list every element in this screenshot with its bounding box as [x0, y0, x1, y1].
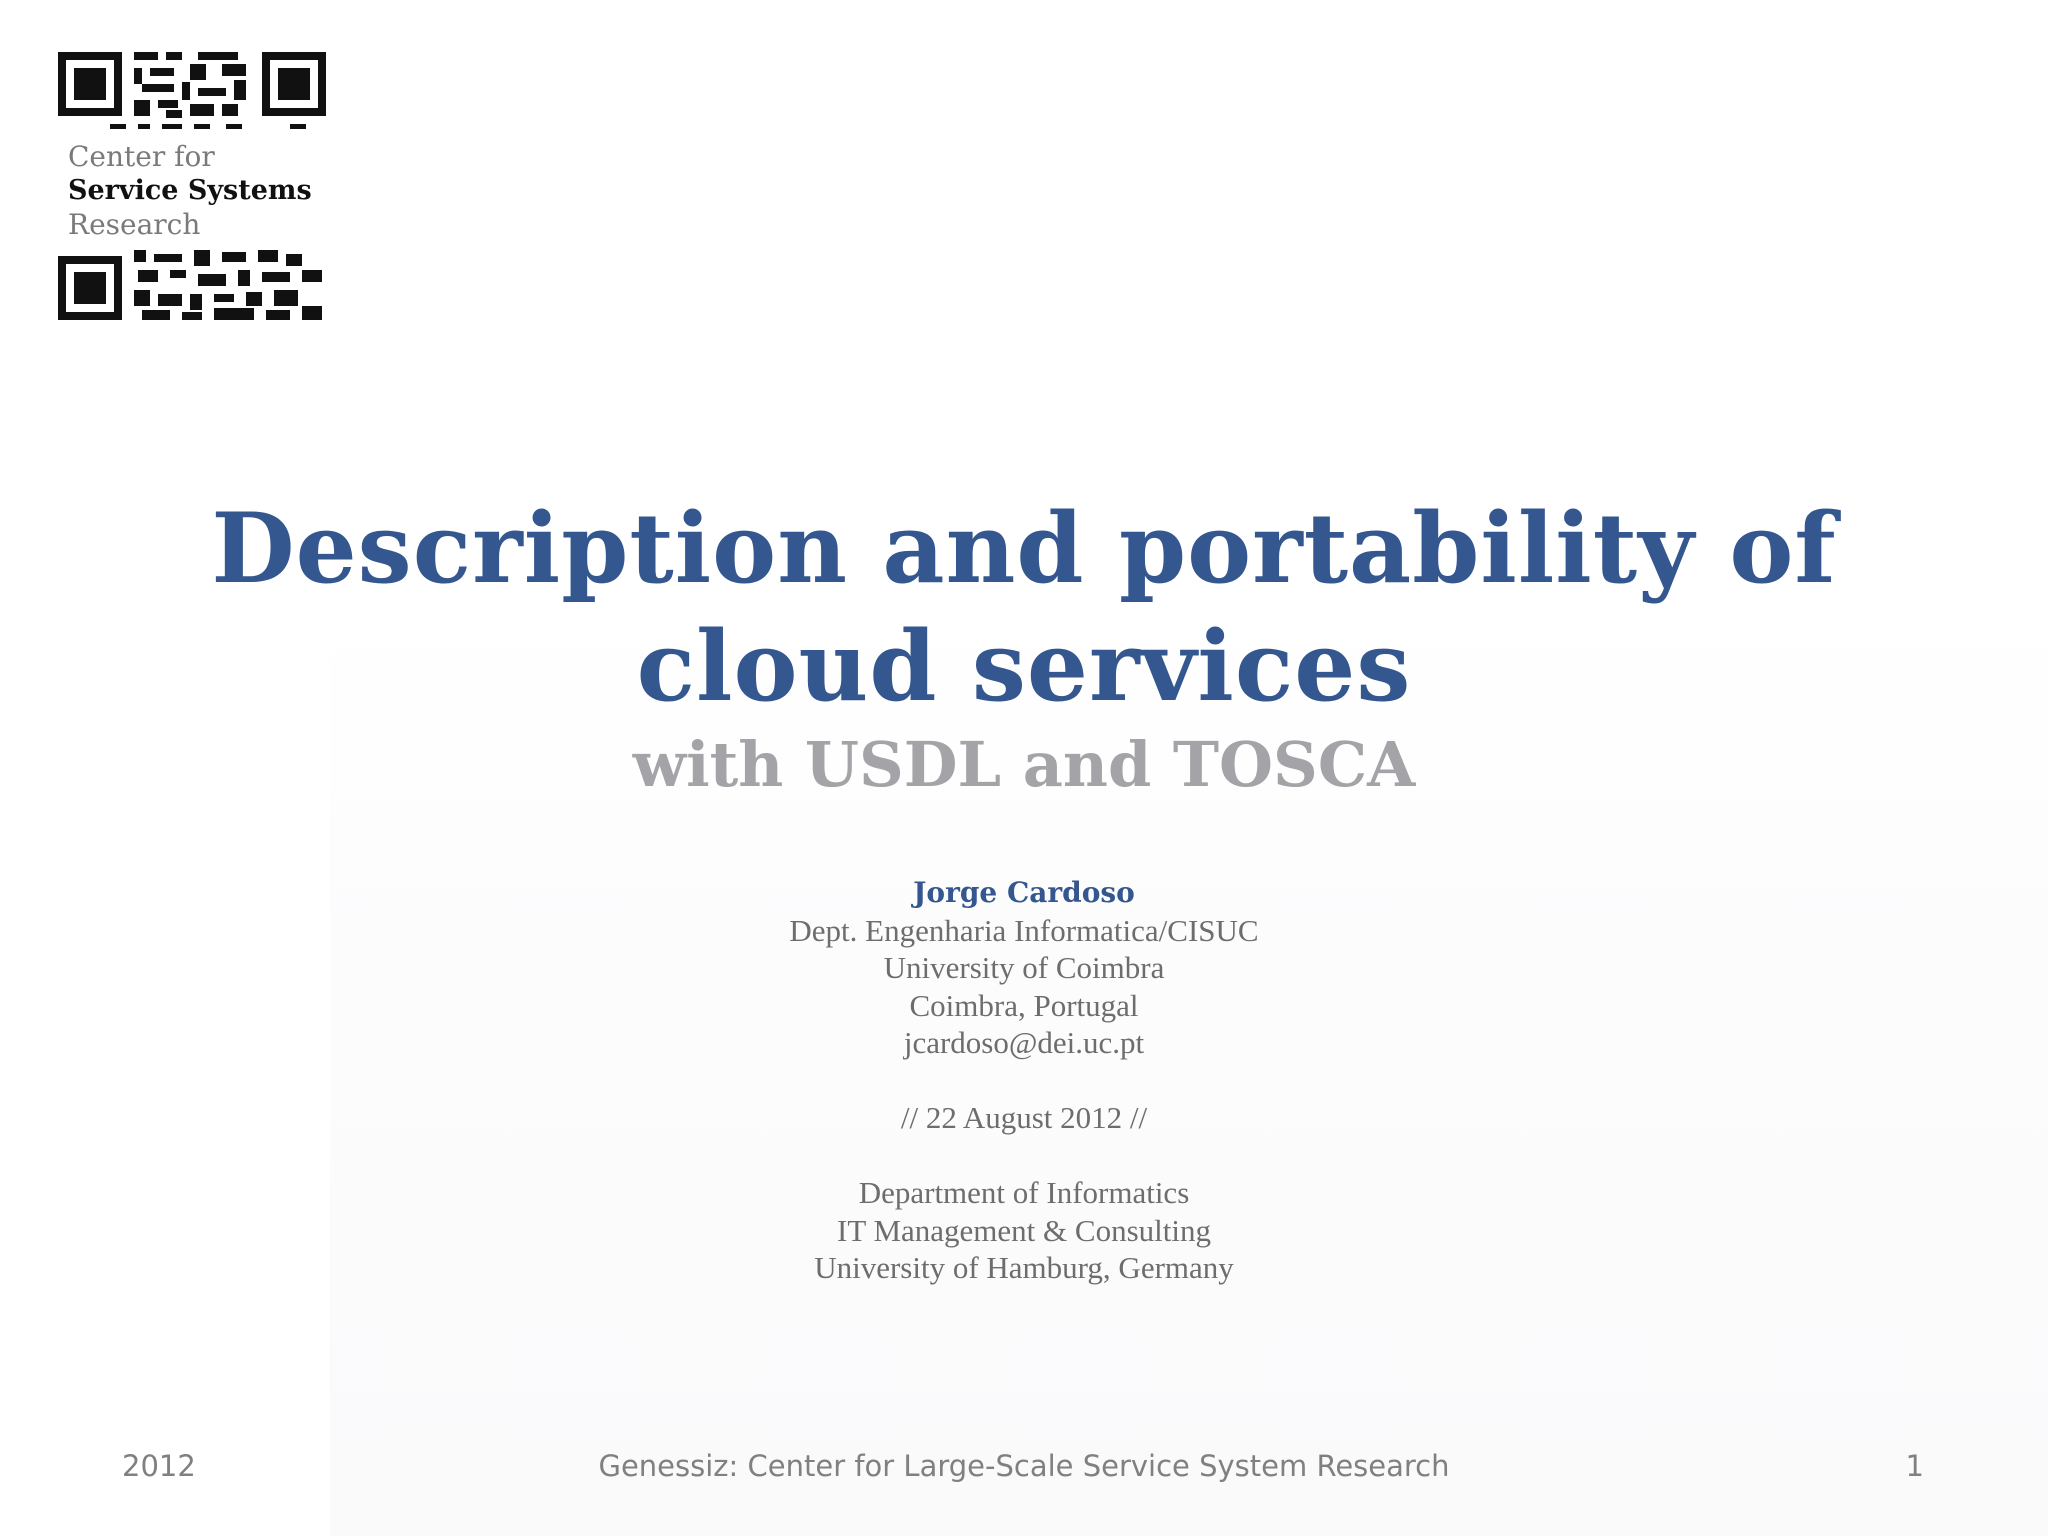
footer-year: 2012 — [122, 1449, 196, 1483]
affiliation-line: University of Coimbra — [883, 950, 1165, 985]
logo-text-research: Research — [68, 208, 201, 241]
presentation-date: // 22 August 2012 // — [900, 1100, 1148, 1135]
qr-code-top-icon — [58, 52, 326, 132]
second-affiliation-line: University of Hamburg, Germany — [814, 1250, 1234, 1285]
qr-code-bottom-icon — [58, 250, 326, 322]
spacer — [0, 1062, 2048, 1100]
author-name: Jorge Cardoso — [913, 876, 1135, 909]
logo-text-center-for: Center for — [68, 140, 215, 173]
affiliation-line: Dept. Engenharia Informatica/CISUC — [789, 912, 1259, 948]
slide-title-line-2: cloud services — [636, 610, 1412, 723]
slide-title — [0, 490, 2048, 726]
author-email: jcardoso@dei.uc.pt — [903, 1025, 1145, 1060]
second-affiliation-line: Department of Informatics — [858, 1175, 1190, 1210]
slide-title-line-1: Description and portability of — [211, 492, 1837, 605]
footer-page-number: 1 — [1905, 1449, 1924, 1483]
logo-text-service-systems: Service Systems — [68, 175, 312, 206]
footer-organization: Genessiz: Center for Large-Scale Service System Research — [598, 1449, 1450, 1483]
author-block — [0, 874, 2048, 1287]
slide-subtitle: with USDL and TOSCA — [632, 728, 1416, 801]
center-logo — [58, 52, 328, 322]
spacer — [0, 1137, 2048, 1175]
second-affiliation-line: IT Management & Consulting — [837, 1212, 1211, 1248]
affiliation-line: Coimbra, Portugal — [909, 987, 1139, 1023]
